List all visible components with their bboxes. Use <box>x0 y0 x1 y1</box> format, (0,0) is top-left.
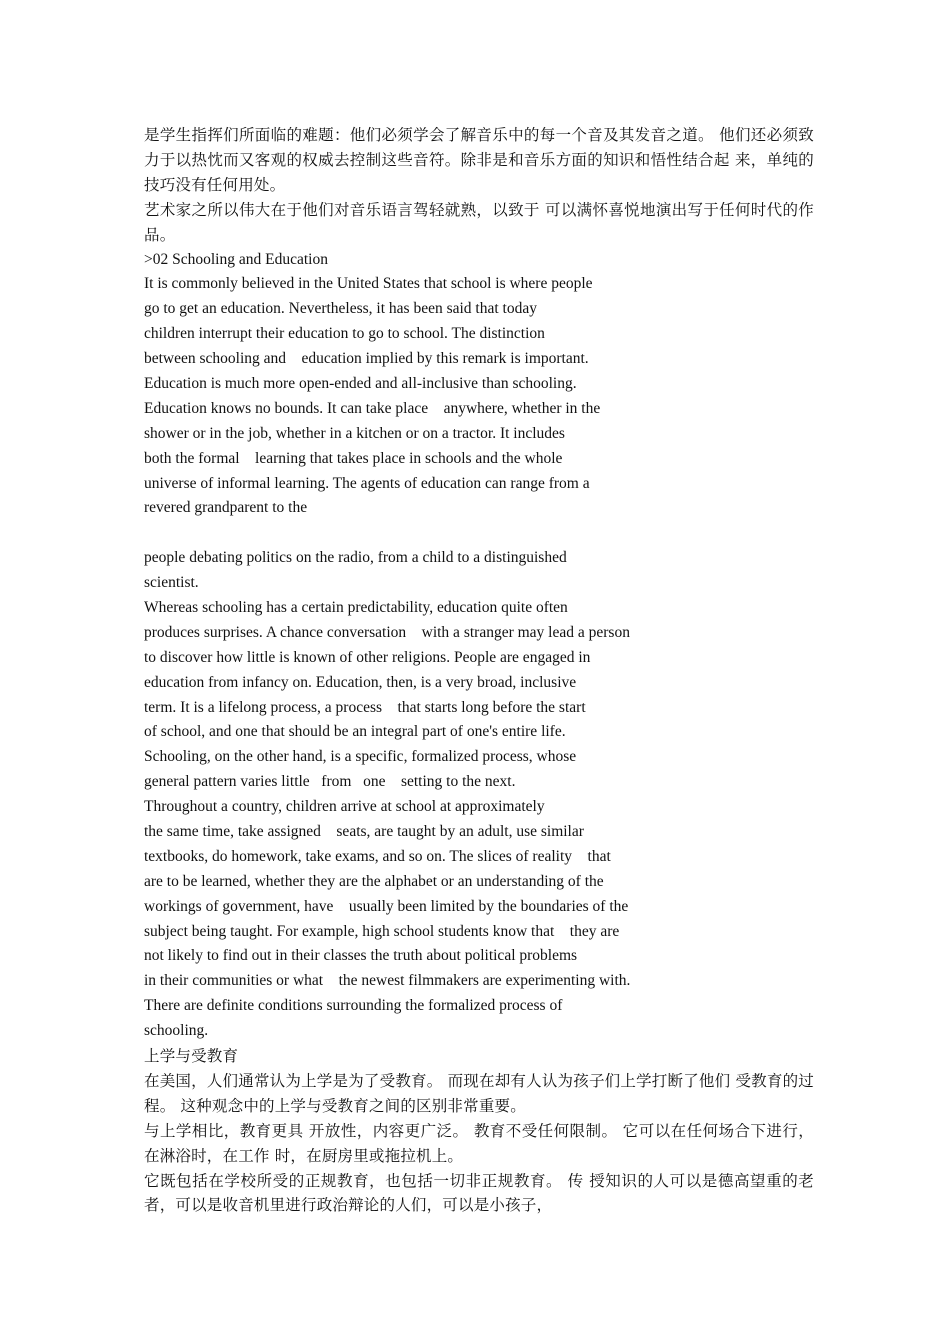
intro-paragraph-2: 艺术家之所以伟大在于他们对音乐语言驾轻就熟，以致于 可以满怀喜悦地演出写于任何时代的作品。 <box>144 200 814 244</box>
text-line: textbooks, do homework, take exams, and so on. The slices of reality that <box>144 847 611 865</box>
text-line: produces surprises. A chance conversation with a stranger may lead a person <box>144 623 630 641</box>
text-line: shower or in the job, whether in a kitchen or on a tractor. It includes <box>144 424 565 442</box>
text-line: the same time, take assigned seats, are taught by an adult, use similar <box>144 823 584 841</box>
translation-paragraph-1: 在美国，人们通常认为上学是为了受教育。 而现在却有人认为孩子们上学打断了他们 受教育的过程。 这种观念中的上学与受教育之间的区别非常重要。 <box>144 1071 814 1115</box>
text-line: There are definite conditions surrounding the formalized process of <box>144 997 563 1015</box>
text-line: are to be learned, whether they are the alphabet or an understanding of the <box>144 872 604 890</box>
intro-paragraph-1: 是学生指挥们所面临的难题：他们必须学会了解音乐中的每一个音及其发音之道。 他们还必须致力于以热忱而又客观的权威去控制这些音符。除非是和音乐方面的知识和悟性结合起 来，单纯的技巧没有任何用处。 <box>144 126 814 194</box>
text-line: of school, and one that should be an integral part of one's entire life. <box>144 723 566 741</box>
text-line: go to get an education. Nevertheless, it has been said that today <box>144 300 537 318</box>
text-line: children interrupt their education to go to school. The distinction <box>144 325 545 343</box>
translation-title: 上学与受教育 <box>144 1047 239 1066</box>
text-line: education from infancy on. Education, then, is a very broad, inclusive <box>144 673 577 691</box>
text-line: both the formal learning that takes place in schools and the whole <box>144 449 563 467</box>
text-line: scientist. <box>144 574 199 592</box>
text-line: Whereas schooling has a certain predictability, education quite often <box>144 599 568 616</box>
text-line: subject being taught. For example, high school students know that they are <box>144 922 620 940</box>
text-line: Education knows no bounds. It can take place anywhere, whether in the <box>144 399 601 417</box>
text-line: not likely to find out in their classes the truth about political problems <box>144 947 578 965</box>
text-line: Schooling, on the other hand, is a specific, formalized process, whose <box>144 748 577 766</box>
text-line: universe of informal learning. The agents of education can range from a <box>144 474 590 492</box>
document-page <box>144 123 814 1218</box>
text-line: people debating politics on the radio, from a child to a distinguished <box>144 549 567 567</box>
section-heading: >02 Schooling and Education <box>144 250 328 268</box>
text-line: workings of government, have usually been limited by the boundaries of the <box>144 897 629 915</box>
text-line: Education is much more open-ended and all-inclusive than schooling. <box>144 374 577 392</box>
english-text-part-2 <box>144 546 814 1044</box>
text-line: in their communities or what the newest filmmakers are experimenting with. <box>144 972 631 990</box>
text-line: schooling. <box>144 1022 209 1040</box>
text-line: to discover how little is known of other religions. People are engaged in <box>144 648 591 666</box>
text-line: between schooling and education implied by this remark is important. <box>144 350 589 368</box>
english-text-part-1 <box>144 272 814 521</box>
text-line: revered grandparent to the <box>144 499 308 517</box>
text-line: general pattern varies little from one setting to the next. <box>144 773 516 791</box>
text-line: term. It is a lifelong process, a process that starts long before the start <box>144 698 586 716</box>
translation-paragraph-2: 与上学相比，教育更具 开放性，内容更广泛。 教育不受任何限制。 它可以在任何场合下进行，在淋浴时，在工作 时，在厨房里或拖拉机上。 <box>144 1121 814 1165</box>
text-line: It is commonly believed in the United States that school is where people <box>144 275 593 293</box>
text-line: Throughout a country, children arrive at school at approximately <box>144 798 545 816</box>
blank-line <box>144 521 814 546</box>
translation-paragraph-3: 它既包括在学校所受的正规教育，也包括一切非正规教育。 传 授知识的人可以是德高望重的老者，可以是收音机里进行政治辩论的人们，可以是小孩子， <box>144 1171 814 1215</box>
